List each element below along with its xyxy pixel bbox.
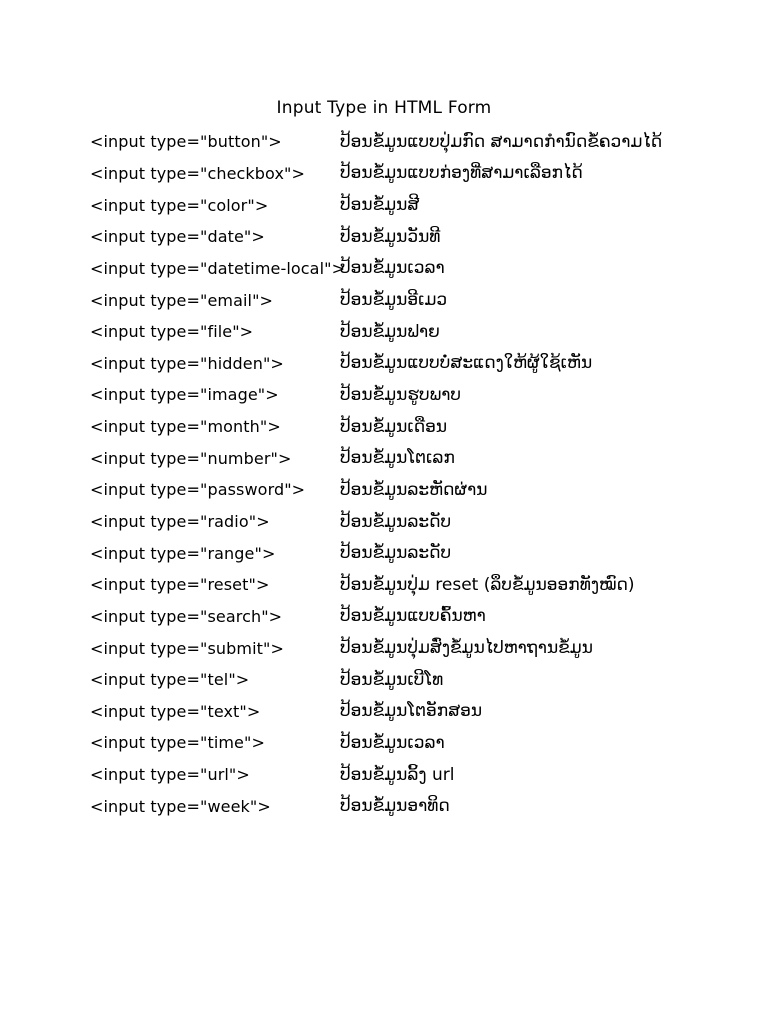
- input-tag: <input type="color">: [90, 195, 269, 215]
- input-tag: <input type="button">: [90, 132, 282, 152]
- list-item: [90, 759, 730, 791]
- list-item: [90, 221, 730, 253]
- input-tag: <input type="image">: [90, 385, 279, 405]
- input-description: ປ້ອນຂໍ້ມູນລະດັບ: [340, 511, 452, 532]
- input-description: ປ້ອນຂໍ້ມູນລະຫັດຜ່ານ: [340, 479, 488, 500]
- list-item: [90, 189, 730, 221]
- list-item: [90, 158, 730, 190]
- input-tag: <input type="reset">: [90, 575, 270, 595]
- input-description: ປ້ອນຂໍ້ມູນແບບຄົ້ນຫາ: [340, 606, 486, 627]
- list-item: [90, 411, 730, 443]
- list-item: [90, 442, 730, 474]
- input-description: ປ້ອນຂໍ້ມູນເວລາ: [340, 258, 445, 279]
- input-tag: <input type="file">: [90, 322, 254, 342]
- list-item: [90, 569, 730, 601]
- input-tag: <input type="number">: [90, 448, 292, 468]
- list-item: [90, 316, 730, 348]
- input-tag: <input type="time">: [90, 733, 265, 753]
- input-tag: <input type="text">: [90, 701, 261, 721]
- input-description: ປ້ອນຂໍ້ມູນໂຕອັກສອນ: [340, 701, 483, 722]
- list-item: [90, 537, 730, 569]
- list-item: [90, 379, 730, 411]
- input-tag: <input type="tel">: [90, 670, 250, 690]
- input-description: ປ້ອນຂໍ້ມູນແບບປຸ່ມກົດ ສາມາດກຳນົດຂໍ້ຄວາມໄດ້: [340, 131, 663, 152]
- input-tag: <input type="range">: [90, 543, 276, 563]
- input-tag: <input type="datetime-local">: [90, 258, 346, 278]
- input-description: ປ້ອນຂໍ້ມູນປຸ່ມສົ່ງຂໍ້ມູນໄປຫາຖານຂໍ້ມູນ: [340, 638, 593, 659]
- input-description: ປ້ອນຂໍ້ມູນອີເມວ: [340, 290, 448, 311]
- page-title: Input Type in HTML Form: [276, 98, 492, 118]
- input-tag: <input type="email">: [90, 290, 274, 310]
- input-description: ປ້ອນຂໍ້ມູນສີ: [340, 195, 420, 216]
- list-item: [90, 601, 730, 633]
- input-description: ປ້ອນຂໍ້ມູນອາທິດ: [340, 796, 450, 817]
- input-description: ປ້ອນຂໍ້ມູນຟາຍ: [340, 321, 440, 342]
- list-item: [90, 632, 730, 664]
- input-description: ປ້ອນຂໍ້ມູນເວລາ: [340, 732, 445, 753]
- input-tag: <input type="checkbox">: [90, 163, 305, 183]
- input-description: ປ້ອນຂໍ້ມູນລະດັບ: [340, 543, 452, 564]
- input-tag: <input type="url">: [90, 765, 250, 785]
- list-item: [90, 284, 730, 316]
- list-item: [90, 696, 730, 728]
- list-item: [90, 126, 730, 158]
- input-tag: <input type="radio">: [90, 512, 270, 531]
- input-tag: <input type="search">: [90, 606, 283, 626]
- input-type-list: [90, 126, 730, 822]
- input-description: ປ້ອນຂໍ້ມູນເບີໂທ: [340, 669, 444, 690]
- input-description: ປ້ອນຂໍ້ມູນໂຕເລກ: [340, 448, 455, 469]
- input-description: ປ້ອນຂໍ້ມູນຮູບພາບ: [340, 384, 462, 405]
- list-item: [90, 506, 730, 538]
- input-description: ປ້ອນຂໍ້ມູນປຸ່ມ reset (ລຶບຂໍ້ມູນອອກທັງໝົດ): [340, 574, 635, 595]
- input-tag: <input type="week">: [90, 796, 271, 816]
- input-tag: <input type="hidden">: [90, 353, 284, 373]
- input-description: ປ້ອນຂໍ້ມູນວັນທີ: [340, 226, 441, 247]
- list-item: [90, 790, 730, 822]
- list-item: [90, 347, 730, 379]
- input-tag: <input type="month">: [90, 417, 281, 437]
- input-tag: <input type="password">: [90, 480, 306, 500]
- input-description: ປ້ອນຂໍ້ມູນແບບບໍ່ສະແດງໃຫ້ຜູ້ໃຊ້ເຫັນ: [340, 353, 593, 374]
- input-description: ປ້ອນຂໍ້ມູນລິ້ງ url: [340, 764, 455, 785]
- input-description: ປ້ອນຂໍ້ມູນແບບກ່ອງທີ່ສາມາເລືອກໄດ້: [340, 163, 583, 184]
- list-item: [90, 253, 730, 285]
- list-item: [90, 727, 730, 759]
- list-item: [90, 664, 730, 696]
- input-description: ປ້ອນຂໍ້ມູນເດືອນ: [340, 416, 448, 437]
- list-item: [90, 474, 730, 506]
- input-tag: <input type="submit">: [90, 638, 284, 658]
- input-tag: <input type="date">: [90, 227, 265, 247]
